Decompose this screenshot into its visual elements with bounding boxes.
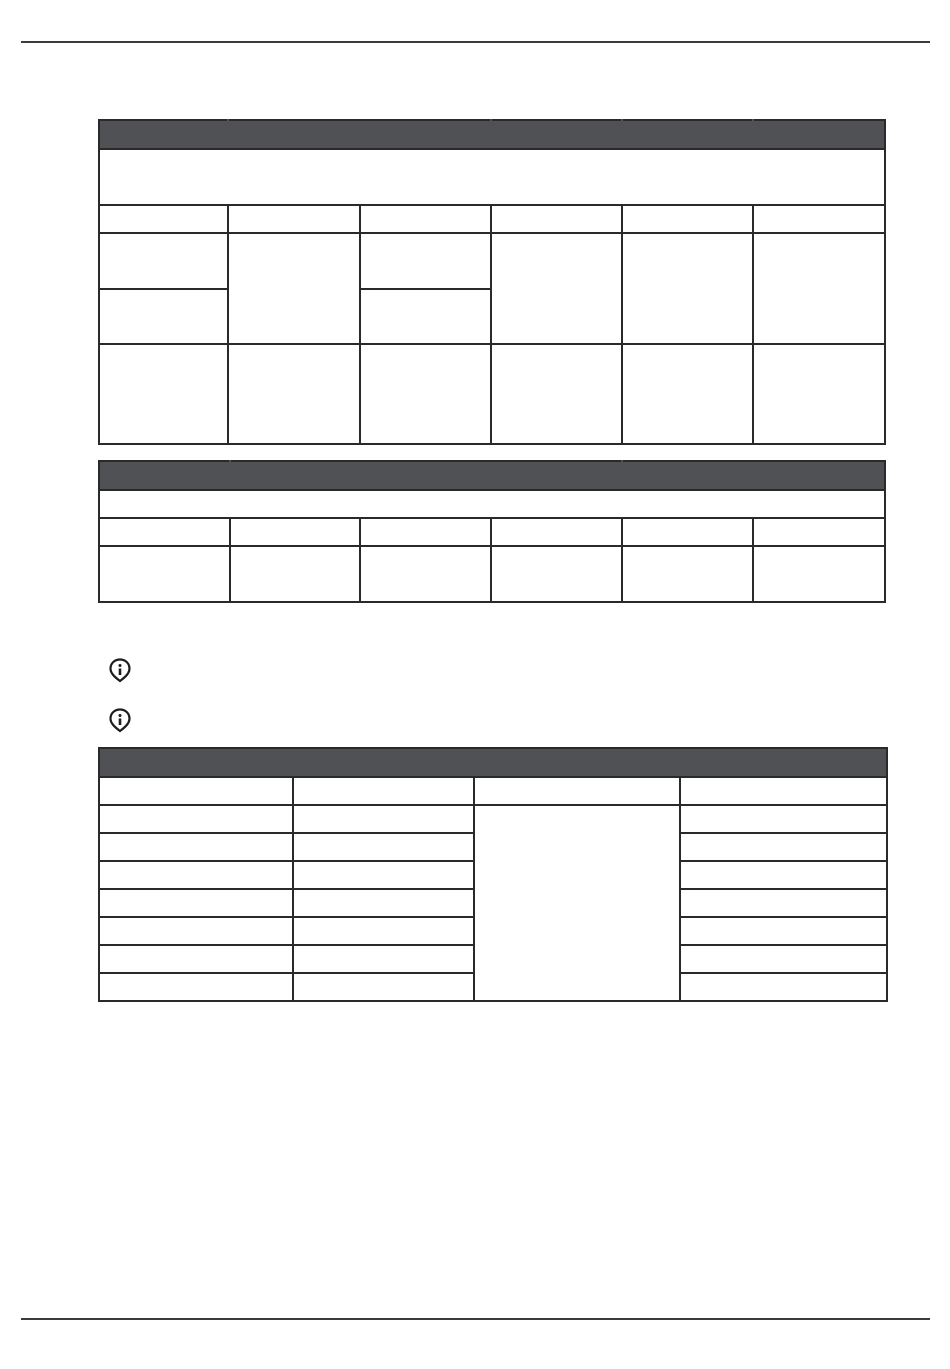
table-cell [99,546,230,602]
description-cell [99,149,885,205]
table-cell [753,546,885,602]
table-cell [622,546,753,602]
table-cell [622,344,753,444]
column-header [491,205,622,233]
column-header [360,518,491,546]
table-header-row [99,748,887,777]
column-header [753,205,885,233]
table-cell [99,889,293,917]
spec-table-2 [98,460,886,603]
header-cell [622,120,753,149]
column-header [622,518,753,546]
table-cell [293,805,474,833]
column-header [360,205,491,233]
table-cell [99,973,293,1001]
table-cell [680,861,887,889]
table-column-row [99,205,885,233]
header-cell [99,120,228,149]
table-cell [680,917,887,945]
column-header [228,205,360,233]
table-cell [360,546,491,602]
table-cell [360,344,491,444]
table-cell [99,917,293,945]
header-cell [99,748,887,777]
column-header [491,518,622,546]
column-header [293,777,474,805]
table-cell [228,344,360,444]
header-cell [622,461,885,490]
table-cell [293,861,474,889]
header-cell [230,461,622,490]
table-column-row [99,518,885,546]
table-header-row [99,461,885,490]
spec-table-1 [98,119,886,445]
table-cell [753,233,885,344]
table-cell [99,945,293,973]
table-cell [293,889,474,917]
column-header [99,518,230,546]
table-cell [293,833,474,861]
info-icon [106,706,134,734]
table-cell [622,233,753,344]
table-cell [99,833,293,861]
table-row [99,546,885,602]
table-cell [230,546,360,602]
table-cell [491,546,622,602]
info-note [106,706,866,734]
table-cell [360,289,491,344]
bottom-rule [21,1318,930,1320]
table-cell [491,233,622,344]
column-header [622,205,753,233]
table-row [99,233,885,289]
info-note [106,656,866,684]
top-rule [21,41,930,43]
column-header [753,518,885,546]
table-description-row [99,490,885,518]
table-cell [680,833,887,861]
table-cell [99,861,293,889]
info-icon [106,656,134,684]
table-cell [474,805,680,1001]
table-description-row [99,149,885,205]
table-cell [680,889,887,917]
table-cell [293,973,474,1001]
table-cell [491,344,622,444]
table-cell [99,289,228,344]
table-cell [680,973,887,1001]
column-header [99,205,228,233]
description-cell [99,490,885,518]
table-cell [680,945,887,973]
column-header [474,777,680,805]
column-header [230,518,360,546]
table-cell [228,233,360,344]
table-cell [293,945,474,973]
table-cell [753,344,885,444]
table-cell [360,233,491,289]
table-row [99,344,885,444]
table-cell [293,917,474,945]
header-cell [753,120,885,149]
header-cell [228,120,491,149]
header-cell [491,120,622,149]
table-cell [99,805,293,833]
table-column-row [99,777,887,805]
table-cell [680,805,887,833]
table-cell [99,344,228,444]
table-row [99,805,887,833]
column-header [680,777,887,805]
header-cell [99,461,230,490]
column-header [99,777,293,805]
table-cell [99,233,228,289]
spec-table-3 [98,747,888,1002]
table-header-row [99,120,885,149]
